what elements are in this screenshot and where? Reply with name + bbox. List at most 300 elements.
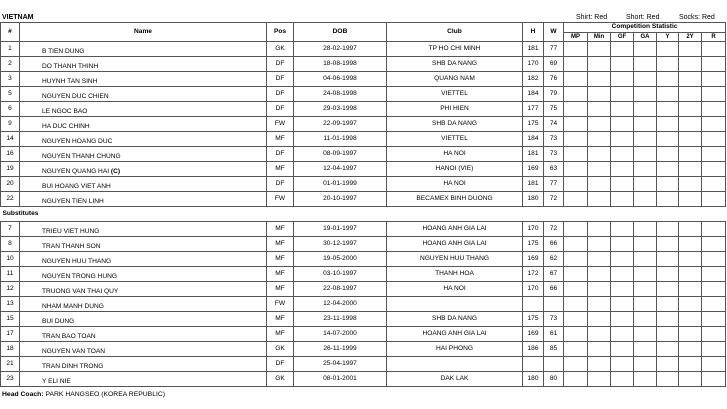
stat-cell bbox=[564, 222, 588, 237]
player-name bbox=[20, 87, 267, 102]
player-name bbox=[20, 222, 267, 237]
stat-cell bbox=[702, 267, 726, 282]
stat-cell bbox=[679, 132, 702, 147]
stat-cell bbox=[611, 327, 634, 342]
stat-cell bbox=[657, 297, 679, 312]
player-club bbox=[387, 297, 523, 312]
stat-cell bbox=[679, 87, 702, 102]
stat-cell bbox=[564, 192, 588, 207]
stat-cell bbox=[611, 102, 634, 117]
stat-cell bbox=[679, 252, 702, 267]
player-height: 186 bbox=[523, 342, 544, 357]
stat-cell bbox=[634, 222, 657, 237]
player-club: TP HO CHI MINH bbox=[387, 42, 523, 57]
player-weight: 72 bbox=[544, 222, 564, 237]
player-number: 13 bbox=[1, 297, 20, 312]
stat-cell bbox=[611, 297, 634, 312]
stat-cell bbox=[702, 72, 726, 87]
stat-cell bbox=[588, 282, 611, 297]
player-height bbox=[523, 357, 544, 372]
player-height: 180 bbox=[523, 192, 544, 207]
player-dob: 18-08-1998 bbox=[294, 57, 387, 72]
player-number: 1 bbox=[1, 42, 20, 57]
player-height: 175 bbox=[523, 237, 544, 252]
stat-cell bbox=[702, 147, 726, 162]
player-position: FW bbox=[267, 192, 294, 207]
player-dob: 19-01-1997 bbox=[294, 222, 387, 237]
stat-cell bbox=[657, 312, 679, 327]
player-name-text: TRUONG VAN THAI QUY bbox=[42, 288, 119, 296]
stat-cell bbox=[702, 342, 726, 357]
stat-cell bbox=[564, 327, 588, 342]
player-number: 7 bbox=[1, 222, 20, 237]
stat-col-y: Y bbox=[657, 33, 679, 42]
player-dob: 11-01-1998 bbox=[294, 132, 387, 147]
table-row bbox=[1, 57, 726, 72]
substitutes-label: Substitutes bbox=[2, 209, 39, 217]
stat-cell bbox=[564, 57, 588, 72]
stat-cell bbox=[634, 177, 657, 192]
table-row bbox=[1, 327, 726, 342]
player-name-text: NGUYEN TIEN LINH bbox=[42, 198, 104, 206]
table-row bbox=[1, 237, 726, 252]
stat-cell bbox=[564, 72, 588, 87]
player-position: MF bbox=[267, 267, 294, 282]
stat-cell bbox=[634, 312, 657, 327]
player-height: 181 bbox=[523, 177, 544, 192]
player-club: HA NOI bbox=[387, 282, 523, 297]
player-name bbox=[20, 177, 267, 192]
player-number: 9 bbox=[1, 117, 20, 132]
col-club: Club bbox=[387, 23, 523, 42]
stat-cell bbox=[564, 87, 588, 102]
captain-badge: (C) bbox=[110, 168, 121, 176]
player-club: PHI HIEN bbox=[387, 102, 523, 117]
player-weight: 62 bbox=[544, 252, 564, 267]
stat-cell bbox=[611, 177, 634, 192]
player-name-text: NHAM MANH DUNG bbox=[42, 303, 104, 311]
player-number: 18 bbox=[1, 342, 20, 357]
player-number: 14 bbox=[1, 132, 20, 147]
stat-cell bbox=[564, 102, 588, 117]
player-position: MF bbox=[267, 252, 294, 267]
table-row bbox=[1, 267, 726, 282]
player-position: DF bbox=[267, 57, 294, 72]
player-height: 169 bbox=[523, 327, 544, 342]
stat-cell bbox=[611, 237, 634, 252]
stat-cell bbox=[634, 42, 657, 57]
stat-cell bbox=[634, 87, 657, 102]
stat-cell bbox=[588, 72, 611, 87]
player-name bbox=[20, 57, 267, 72]
stat-cell bbox=[564, 312, 588, 327]
player-dob: 24-08-1998 bbox=[294, 87, 387, 102]
stat-cell bbox=[679, 357, 702, 372]
stat-cell bbox=[679, 282, 702, 297]
stat-cell bbox=[634, 327, 657, 342]
player-weight: 79 bbox=[544, 87, 564, 102]
stat-cell bbox=[702, 57, 726, 72]
player-name bbox=[20, 102, 267, 117]
team-name: VIETNAM bbox=[2, 14, 34, 21]
player-position: MF bbox=[267, 132, 294, 147]
player-name bbox=[20, 282, 267, 297]
table-row bbox=[1, 72, 726, 87]
player-height: 172 bbox=[523, 267, 544, 282]
stat-cell bbox=[588, 357, 611, 372]
stat-cell bbox=[702, 162, 726, 177]
stat-cell bbox=[657, 87, 679, 102]
stat-cell bbox=[679, 57, 702, 72]
stat-cell bbox=[702, 222, 726, 237]
player-weight: 67 bbox=[544, 267, 564, 282]
player-weight bbox=[544, 297, 564, 312]
stat-col-ga: GA bbox=[634, 33, 657, 42]
player-weight: 80 bbox=[544, 372, 564, 387]
player-position: MF bbox=[267, 282, 294, 297]
stat-cell bbox=[588, 312, 611, 327]
stat-cell bbox=[702, 87, 726, 102]
player-dob: 19-05-2000 bbox=[294, 252, 387, 267]
stat-cell bbox=[702, 282, 726, 297]
stat-col-gf: GF bbox=[611, 33, 634, 42]
col-name: Name bbox=[20, 23, 267, 42]
stat-cell bbox=[702, 102, 726, 117]
player-weight: 76 bbox=[544, 72, 564, 87]
stat-cell bbox=[611, 117, 634, 132]
stat-cell bbox=[611, 342, 634, 357]
player-name-text: NGUYEN VAN TOAN bbox=[42, 348, 106, 356]
player-dob: 14-07-2000 bbox=[294, 327, 387, 342]
player-dob: 20-10-1997 bbox=[294, 192, 387, 207]
player-position: GK bbox=[267, 42, 294, 57]
player-number: 8 bbox=[1, 237, 20, 252]
player-dob: 26-11-1999 bbox=[294, 342, 387, 357]
team-header bbox=[0, 14, 725, 22]
player-club bbox=[387, 357, 523, 372]
player-position: FW bbox=[267, 297, 294, 312]
player-height: 169 bbox=[523, 252, 544, 267]
stat-cell bbox=[679, 162, 702, 177]
stat-cell bbox=[588, 297, 611, 312]
stat-cell bbox=[588, 57, 611, 72]
table-row bbox=[1, 192, 726, 207]
stat-cell bbox=[679, 147, 702, 162]
stat-cell bbox=[702, 132, 726, 147]
table-row bbox=[1, 282, 726, 297]
player-dob: 22-09-1997 bbox=[294, 117, 387, 132]
player-dob: 30-12-1997 bbox=[294, 237, 387, 252]
player-number: 6 bbox=[1, 102, 20, 117]
stat-cell bbox=[634, 237, 657, 252]
stat-cell bbox=[679, 72, 702, 87]
stat-cell bbox=[657, 357, 679, 372]
stat-cell bbox=[702, 117, 726, 132]
substitutes-section bbox=[1, 207, 726, 222]
stat-cell bbox=[634, 252, 657, 267]
player-weight: 73 bbox=[544, 147, 564, 162]
player-number: 21 bbox=[1, 357, 20, 372]
player-height: 181 bbox=[523, 42, 544, 57]
stat-cell bbox=[564, 237, 588, 252]
player-club: HA NOI bbox=[387, 177, 523, 192]
stat-cell bbox=[611, 252, 634, 267]
player-weight: 73 bbox=[544, 132, 564, 147]
stat-cell bbox=[657, 267, 679, 282]
player-name-text: LE NGOC BAO bbox=[42, 108, 88, 116]
player-weight: 66 bbox=[544, 282, 564, 297]
stat-cell bbox=[588, 42, 611, 57]
table-row bbox=[1, 42, 726, 57]
player-height: 170 bbox=[523, 222, 544, 237]
player-name-text: TRIEU VIET HUNG bbox=[42, 228, 100, 236]
stat-cell bbox=[611, 282, 634, 297]
player-name bbox=[20, 327, 267, 342]
player-dob: 08-01-2001 bbox=[294, 372, 387, 387]
player-weight: 75 bbox=[544, 102, 564, 117]
player-name-text: Y ELI NIE bbox=[42, 378, 71, 386]
player-position: MF bbox=[267, 162, 294, 177]
player-dob: 23-11-1998 bbox=[294, 312, 387, 327]
player-name-text: NGUYEN HUU THANG bbox=[42, 258, 112, 266]
player-number: 10 bbox=[1, 252, 20, 267]
player-name-text: HA DUC CHINH bbox=[42, 123, 90, 131]
player-name-text: HUYNH TAN SINH bbox=[42, 78, 98, 86]
stat-cell bbox=[564, 297, 588, 312]
stat-col-2y: 2Y bbox=[679, 33, 702, 42]
player-club: THANH HOA bbox=[387, 267, 523, 282]
stat-cell bbox=[564, 162, 588, 177]
stat-cell bbox=[588, 177, 611, 192]
stat-cell bbox=[679, 177, 702, 192]
stat-cell bbox=[634, 102, 657, 117]
player-number: 2 bbox=[1, 57, 20, 72]
stat-cell bbox=[588, 222, 611, 237]
player-weight: 72 bbox=[544, 192, 564, 207]
stat-cell bbox=[702, 312, 726, 327]
player-name bbox=[20, 162, 267, 177]
player-name bbox=[20, 132, 267, 147]
stat-cell bbox=[634, 132, 657, 147]
stat-cell bbox=[679, 192, 702, 207]
stat-cell bbox=[564, 282, 588, 297]
stat-cell bbox=[611, 267, 634, 282]
player-club: BECAMEX BINH DUONG bbox=[387, 192, 523, 207]
stat-cell bbox=[611, 312, 634, 327]
stat-cell bbox=[657, 72, 679, 87]
player-position: DF bbox=[267, 357, 294, 372]
stat-cell bbox=[611, 192, 634, 207]
player-dob: 03-10-1997 bbox=[294, 267, 387, 282]
player-name bbox=[20, 42, 267, 57]
player-position: DF bbox=[267, 72, 294, 87]
player-number: 20 bbox=[1, 177, 20, 192]
player-name bbox=[20, 192, 267, 207]
stat-cell bbox=[611, 87, 634, 102]
player-club: VIETTEL bbox=[387, 132, 523, 147]
player-number: 23 bbox=[1, 372, 20, 387]
player-number: 15 bbox=[1, 312, 20, 327]
player-name-text: NGUYEN THANH CHUNG bbox=[42, 153, 121, 161]
player-position: DF bbox=[267, 147, 294, 162]
player-position: MF bbox=[267, 312, 294, 327]
player-name bbox=[20, 342, 267, 357]
stat-cell bbox=[702, 327, 726, 342]
stat-cell bbox=[564, 132, 588, 147]
player-dob: 12-04-1997 bbox=[294, 162, 387, 177]
socks-color: Socks: Red bbox=[679, 14, 715, 21]
player-height: 184 bbox=[523, 132, 544, 147]
player-position: MF bbox=[267, 222, 294, 237]
stat-cell bbox=[679, 237, 702, 252]
table-row bbox=[1, 132, 726, 147]
stat-cell bbox=[634, 342, 657, 357]
stat-cell bbox=[564, 372, 588, 387]
player-height: 182 bbox=[523, 72, 544, 87]
stat-cell bbox=[564, 342, 588, 357]
player-weight bbox=[544, 357, 564, 372]
player-club: NGUYEN HUU THANG bbox=[387, 252, 523, 267]
stat-cell bbox=[611, 357, 634, 372]
stat-cell bbox=[657, 222, 679, 237]
stat-cell bbox=[634, 282, 657, 297]
player-height: 170 bbox=[523, 57, 544, 72]
player-position: FW bbox=[267, 117, 294, 132]
stat-cell bbox=[679, 102, 702, 117]
stat-cell bbox=[702, 372, 726, 387]
stat-cell bbox=[679, 222, 702, 237]
player-club: HANOI (VIE) bbox=[387, 162, 523, 177]
competition-statistic-header: Competition Statistic bbox=[564, 23, 726, 33]
col-position: Pos bbox=[267, 23, 294, 42]
stat-cell bbox=[564, 177, 588, 192]
player-height: 181 bbox=[523, 147, 544, 162]
stat-cell bbox=[588, 162, 611, 177]
player-dob: 28-02-1997 bbox=[294, 42, 387, 57]
stat-col-mp: MP bbox=[564, 33, 588, 42]
stat-cell bbox=[588, 342, 611, 357]
table-row bbox=[1, 222, 726, 237]
stat-cell bbox=[634, 72, 657, 87]
player-club: SHB DA NANG bbox=[387, 312, 523, 327]
shorts-color: Short: Red bbox=[626, 14, 660, 21]
stat-cell bbox=[702, 357, 726, 372]
stat-cell bbox=[679, 117, 702, 132]
player-club: QUANG NAM bbox=[387, 72, 523, 87]
player-club: HOANG ANH GIA LAI bbox=[387, 237, 523, 252]
player-name bbox=[20, 72, 267, 87]
table-row bbox=[1, 177, 726, 192]
table-row bbox=[1, 117, 726, 132]
stat-cell bbox=[611, 372, 634, 387]
table-row bbox=[1, 102, 726, 117]
stat-cell bbox=[657, 57, 679, 72]
stat-cell bbox=[564, 252, 588, 267]
player-name-text: NGUYEN QUANG HAI bbox=[42, 168, 110, 176]
player-weight: 73 bbox=[544, 312, 564, 327]
player-club: HAI PHONG bbox=[387, 342, 523, 357]
stat-cell bbox=[702, 237, 726, 252]
player-position: DF bbox=[267, 87, 294, 102]
player-club: HA NOI bbox=[387, 147, 523, 162]
table-row bbox=[1, 87, 726, 102]
player-position: MF bbox=[267, 327, 294, 342]
stat-cell bbox=[564, 42, 588, 57]
player-name bbox=[20, 372, 267, 387]
player-weight: 63 bbox=[544, 162, 564, 177]
player-height: 169 bbox=[523, 162, 544, 177]
stat-cell bbox=[657, 162, 679, 177]
player-name bbox=[20, 252, 267, 267]
player-height: 175 bbox=[523, 312, 544, 327]
table-row bbox=[1, 342, 726, 357]
stat-cell bbox=[679, 372, 702, 387]
shirt-color: Shirt: Red bbox=[576, 14, 608, 21]
stat-cell bbox=[634, 147, 657, 162]
stat-cell bbox=[657, 117, 679, 132]
stat-cell bbox=[611, 147, 634, 162]
stat-cell bbox=[657, 147, 679, 162]
stat-cell bbox=[634, 357, 657, 372]
player-number: 19 bbox=[1, 162, 20, 177]
player-dob: 01-01-1999 bbox=[294, 177, 387, 192]
stat-cell bbox=[588, 132, 611, 147]
stat-cell bbox=[588, 327, 611, 342]
stat-cell bbox=[588, 102, 611, 117]
stat-cell bbox=[679, 342, 702, 357]
stat-cell bbox=[657, 342, 679, 357]
stat-cell bbox=[588, 267, 611, 282]
player-number: 5 bbox=[1, 87, 20, 102]
header-row bbox=[1, 23, 726, 33]
stat-cell bbox=[564, 267, 588, 282]
roster-table bbox=[0, 22, 726, 387]
coach-label: Head Coach: bbox=[2, 391, 44, 398]
player-weight: 77 bbox=[544, 177, 564, 192]
stat-cell bbox=[564, 357, 588, 372]
player-club: SHB DA NANG bbox=[387, 117, 523, 132]
col-number: # bbox=[1, 23, 20, 42]
stat-cell bbox=[564, 147, 588, 162]
table-row bbox=[1, 252, 726, 267]
player-weight: 69 bbox=[544, 57, 564, 72]
stat-cell bbox=[634, 117, 657, 132]
player-dob: 29-03-1998 bbox=[294, 102, 387, 117]
stat-cell bbox=[702, 297, 726, 312]
player-height: 175 bbox=[523, 117, 544, 132]
player-dob: 04-06-1998 bbox=[294, 72, 387, 87]
player-dob: 12-04-2000 bbox=[294, 297, 387, 312]
roster-body bbox=[1, 42, 726, 387]
stat-cell bbox=[679, 327, 702, 342]
player-height bbox=[523, 297, 544, 312]
player-dob: 22-08-1997 bbox=[294, 282, 387, 297]
player-club: HOANG ANH GIA LAI bbox=[387, 327, 523, 342]
player-name bbox=[20, 267, 267, 282]
player-weight: 74 bbox=[544, 117, 564, 132]
player-name bbox=[20, 237, 267, 252]
player-number: 3 bbox=[1, 72, 20, 87]
stat-cell bbox=[588, 372, 611, 387]
player-club: DAK LAK bbox=[387, 372, 523, 387]
player-name bbox=[20, 312, 267, 327]
stat-cell bbox=[657, 42, 679, 57]
player-height: 180 bbox=[523, 372, 544, 387]
table-row bbox=[1, 357, 726, 372]
player-club: VIETTEL bbox=[387, 87, 523, 102]
head-coach bbox=[2, 391, 165, 398]
col-dob: DOB bbox=[294, 23, 387, 42]
